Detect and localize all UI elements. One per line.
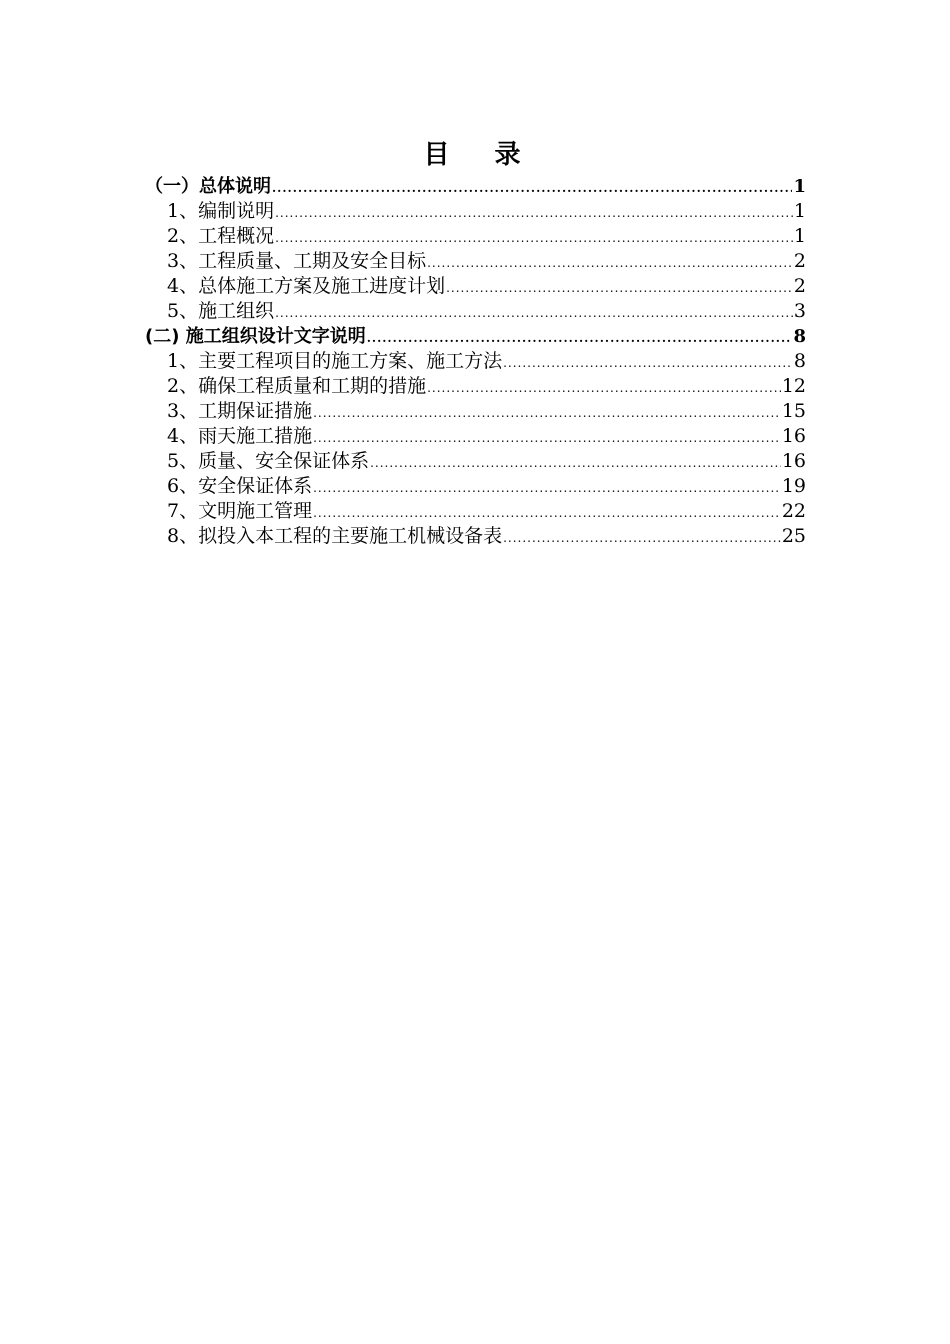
toc-entry[interactable]: [145, 424, 806, 449]
toc-leader-dots: [503, 526, 781, 551]
toc-entry-text: 5、质量、安全保证体系: [167, 450, 370, 472]
toc-entry-text: 8、拟投入本工程的主要施工机械设备表: [167, 525, 503, 547]
toc-entry-text: 2、工程概况: [167, 225, 275, 247]
toc-entry-text: 7、文明施工管理: [167, 500, 313, 522]
toc-entry-page: 25: [781, 525, 806, 547]
toc-entry-page: 8: [793, 326, 806, 347]
toc-entry[interactable]: [145, 399, 806, 424]
toc-entry-text: 5、施工组织: [167, 300, 275, 322]
toc-entry[interactable]: [145, 299, 806, 324]
toc-entry-page: 1: [793, 200, 806, 222]
toc-entry-text: 4、雨天施工措施: [167, 425, 313, 447]
toc-leader-dots: [275, 226, 793, 251]
toc-entry-page: 12: [781, 375, 806, 397]
toc-entry-text: （一）总体说明: [145, 176, 271, 197]
toc-entry-text: 1、编制说明: [167, 200, 275, 222]
toc-entry[interactable]: [145, 224, 806, 249]
toc-entry[interactable]: [145, 524, 806, 549]
toc-leader-dots: [313, 476, 781, 501]
toc-leader-dots: [272, 176, 792, 201]
toc-entry-page: 16: [781, 425, 806, 447]
toc-leader-dots: [503, 351, 793, 376]
toc-title: 目 录: [423, 140, 539, 170]
toc-entry-text: 4、总体施工方案及施工进度计划: [167, 275, 446, 297]
toc-entry[interactable]: [145, 374, 806, 399]
toc-entry-page: 1: [793, 176, 806, 197]
toc-entry[interactable]: [145, 249, 806, 274]
toc-leader-dots: [446, 276, 793, 301]
toc-leader-dots: [427, 376, 781, 401]
toc-entry[interactable]: [145, 499, 806, 524]
toc-entry-text: 3、工程质量、工期及安全目标: [167, 250, 427, 272]
toc-entry-page: 22: [781, 500, 806, 522]
toc-entry-section-2[interactable]: [145, 324, 806, 349]
toc-leader-dots: [427, 251, 793, 276]
toc-entry[interactable]: [145, 449, 806, 474]
toc-entry-page: 15: [781, 400, 806, 422]
toc-entry[interactable]: [145, 274, 806, 299]
toc-leader-dots: [370, 451, 781, 476]
toc-entry[interactable]: [145, 199, 806, 224]
toc-entry-page: 19: [781, 475, 806, 497]
toc-leader-dots: [367, 326, 793, 351]
toc-entry-text: (二) 施工组织设计文字说明: [145, 326, 366, 347]
toc-entry-text: 6、安全保证体系: [167, 475, 313, 497]
toc-leader-dots: [313, 426, 781, 451]
toc-leader-dots: [275, 301, 793, 326]
toc-entry-page: 8: [793, 350, 806, 372]
toc-entry-text: 3、工期保证措施: [167, 400, 313, 422]
toc-entry-section-1[interactable]: [145, 174, 806, 199]
toc-entry-page: 16: [781, 450, 806, 472]
toc-entry-page: 2: [793, 275, 806, 297]
toc-entry-page: 2: [793, 250, 806, 272]
toc-entry-page: 3: [793, 300, 806, 322]
toc-entry[interactable]: [145, 349, 806, 374]
toc-entry-text: 2、确保工程质量和工期的措施: [167, 375, 427, 397]
toc-leader-dots: [313, 401, 781, 426]
toc-leader-dots: [275, 201, 793, 226]
toc-entry-page: 1: [793, 225, 806, 247]
toc-leader-dots: [313, 501, 781, 526]
table-of-contents: [145, 174, 806, 549]
toc-entry[interactable]: [145, 474, 806, 499]
toc-entry-text: 1、主要工程项目的施工方案、施工方法: [167, 350, 503, 372]
